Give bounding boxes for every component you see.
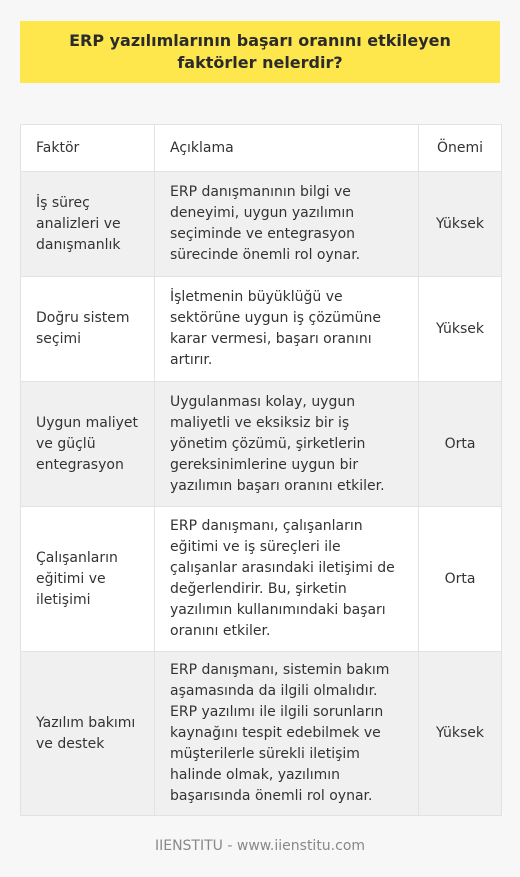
description-cell: ERP danışmanının bilgi ve deneyimi, uygun yazılımın seçiminde ve entegrasyon sürecinde önemli rol oynar. — [155, 172, 419, 277]
description-cell: ERP danışmanı, sistemin bakım aşamasında da ilgili olmalıdır. ERP yazılımı ile ilgili sorunların kaynağını tespit edebilmek ve müşterilerle sürekli iletişim halinde olmak, yazılımın başarısında önemli rol oynar. — [155, 652, 419, 816]
description-cell: ERP danışmanı, çalışanların eğitimi ve iş süreçleri ile çalışanlar arasındaki iletişimi de değerlendirir. Bu, şirketin yazılımın kullanımındaki başarı oranını etkiler. — [155, 507, 419, 652]
footer-credit: IIENSTITU - www.iienstitu.com — [154, 838, 366, 854]
factor-cell: Yazılım bakımı ve destek — [21, 652, 155, 816]
page-title: ERP yazılımlarının başarı oranını etkileyen faktörler nelerdir? — [69, 31, 451, 72]
description-cell: Uygulanması kolay, uygun maliyetli ve eksiksiz bir iş yönetim çözümü, şirketlerin gereksinimlerine uygun bir yazılımın başarı oranını etkiler. — [155, 382, 419, 507]
table-row — [21, 382, 502, 507]
importance-cell: Orta — [419, 382, 502, 507]
table-row — [21, 507, 502, 652]
column-header-factor: Faktör — [21, 125, 155, 172]
importance-cell: Yüksek — [419, 172, 502, 277]
factor-cell: Uygun maliyet ve güçlü entegrasyon — [21, 382, 155, 507]
factor-cell: Çalışanların eğitimi ve iletişimi — [21, 507, 155, 652]
importance-cell: Yüksek — [419, 277, 502, 382]
title-banner — [20, 21, 500, 83]
column-header-description: Açıklama — [155, 125, 419, 172]
column-header-importance: Önemi — [419, 125, 502, 172]
factor-cell: Doğru sistem seçimi — [21, 277, 155, 382]
factors-table — [20, 124, 502, 816]
table-row — [21, 277, 502, 382]
importance-cell: Orta — [419, 507, 502, 652]
table-header-row — [21, 125, 502, 172]
factor-cell: İş süreç analizleri ve danışmanlık — [21, 172, 155, 277]
importance-cell: Yüksek — [419, 652, 502, 816]
description-cell: İşletmenin büyüklüğü ve sektörüne uygun iş çözümüne karar vermesi, başarı oranını artırır. — [155, 277, 419, 382]
table-row — [21, 652, 502, 816]
table-row — [21, 172, 502, 277]
